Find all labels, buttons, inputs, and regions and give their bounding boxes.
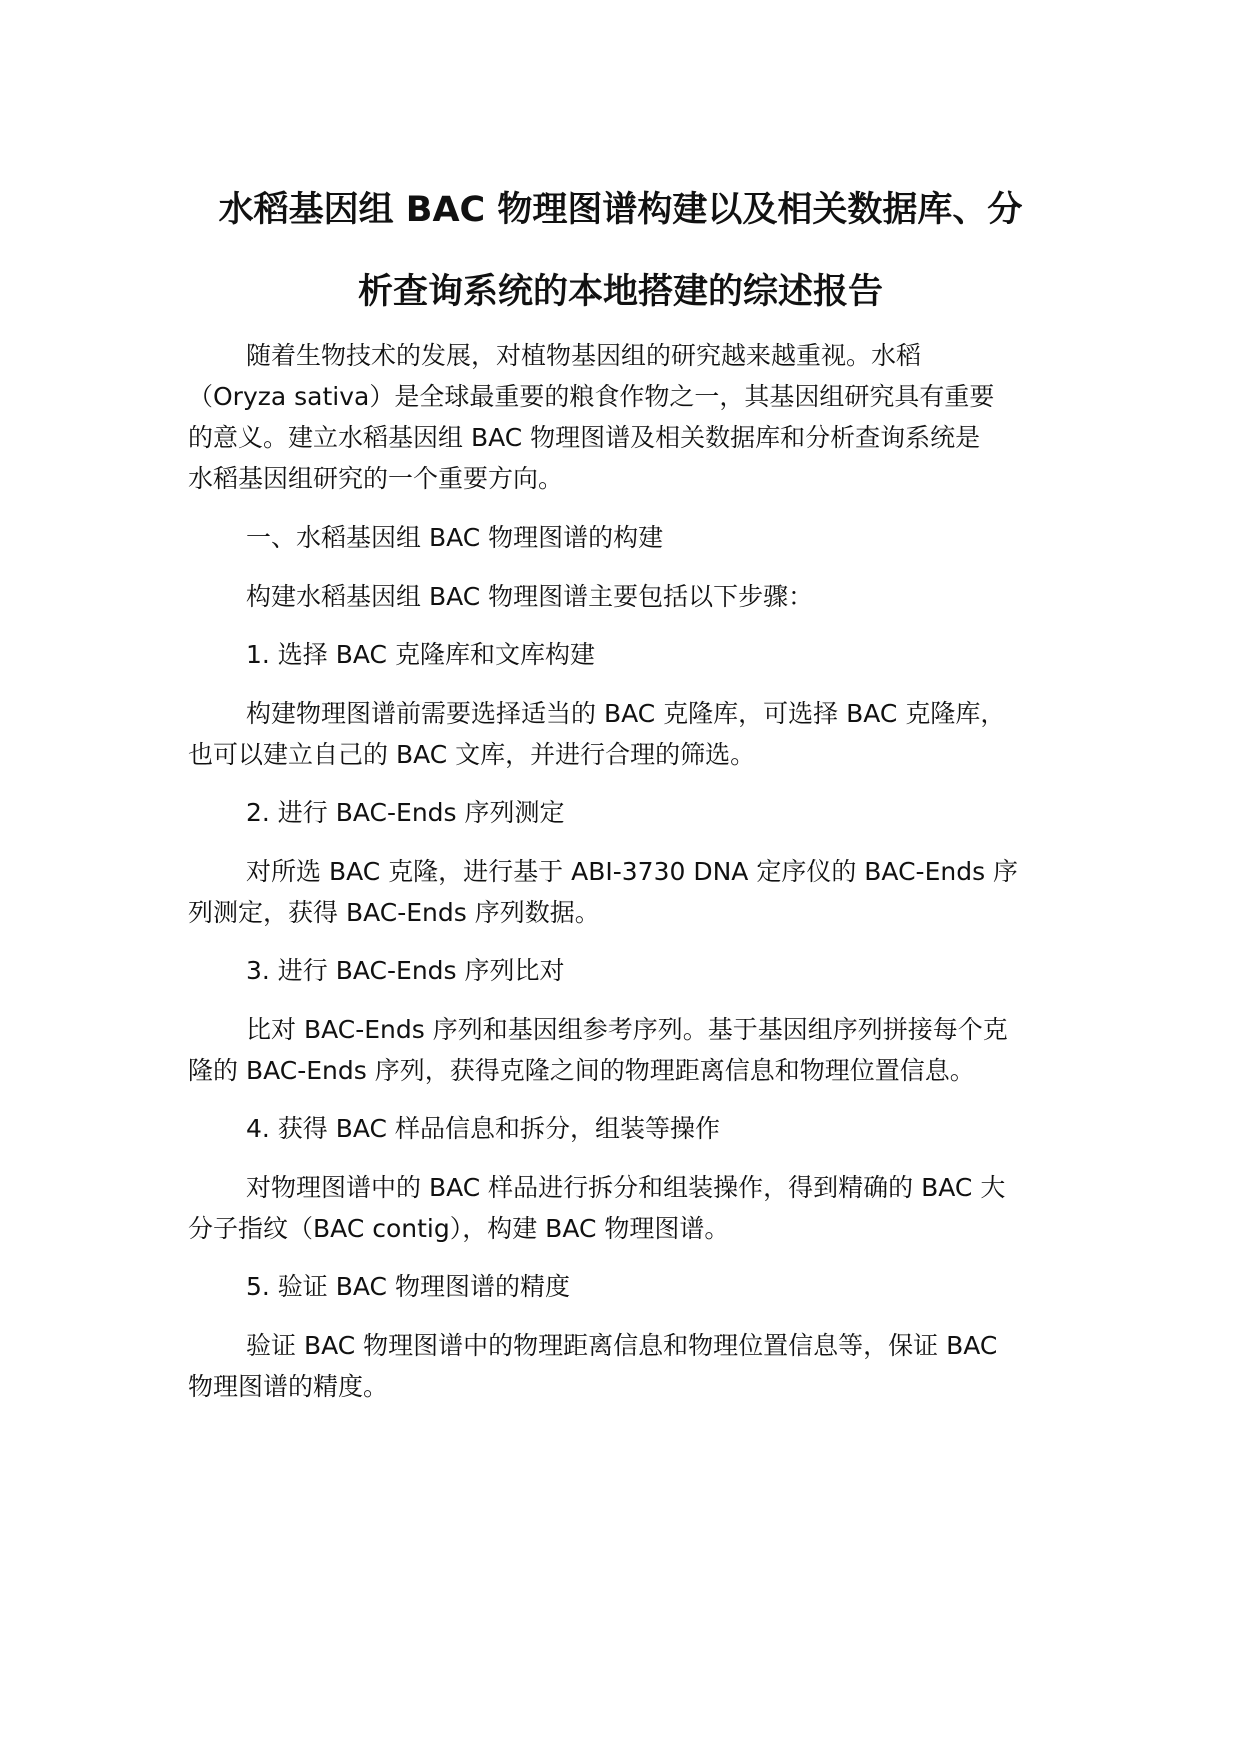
paragraph-intro-line-1: 随着生物技术的发展，对植物基因组的研究越来越重视。水稻	[246, 341, 922, 370]
document-title-line-2: 析查询系统的本地搭建的综述报告	[357, 272, 883, 312]
step-3-text-line-1: 比对 BAC-Ends 序列和基因组参考序列。基于基因组序列拼接每个克	[246, 1015, 1008, 1044]
step-5-heading: 5. 验证 BAC 物理图谱的精度	[246, 1272, 570, 1301]
steps-intro: 构建水稻基因组 BAC 物理图谱主要包括以下步骤：	[246, 582, 814, 611]
step-4-text-line-1: 对物理图谱中的 BAC 样品进行拆分和组装操作，得到精确的 BAC 大	[246, 1173, 1006, 1202]
step-3-heading: 3. 进行 BAC-Ends 序列比对	[246, 956, 565, 985]
section-heading: 一、水稻基因组 BAC 物理图谱的构建	[246, 523, 664, 552]
step-5-text-line-2: 物理图谱的精度。	[188, 1372, 389, 1401]
step-4-text-line-2: 分子指纹（BAC contig），构建 BAC 物理图谱。	[188, 1214, 730, 1243]
paragraph-intro-line-3: 的意义。建立水稻基因组 BAC 物理图谱及相关数据库和分析查询系统是	[188, 423, 981, 452]
step-3-text-line-2: 隆的 BAC-Ends 序列，获得克隆之间的物理距离信息和物理位置信息。	[188, 1056, 975, 1085]
step-1-heading: 1. 选择 BAC 克隆库和文库构建	[246, 640, 595, 669]
step-5-text-line-1: 验证 BAC 物理图谱中的物理距离信息和物理位置信息等，保证 BAC	[246, 1331, 998, 1360]
document-title-line-1: 水稻基因组 BAC 物理图谱构建以及相关数据库、分	[218, 190, 1023, 230]
step-2-text-line-2: 列测定，获得 BAC-Ends 序列数据。	[188, 898, 600, 927]
step-2-heading: 2. 进行 BAC-Ends 序列测定	[246, 798, 565, 827]
step-1-text-line-1: 构建物理图谱前需要选择适当的 BAC 克隆库，可选择 BAC 克隆库，	[246, 699, 1006, 728]
paragraph-intro-line-4: 水稻基因组研究的一个重要方向。	[188, 464, 564, 493]
step-4-heading: 4. 获得 BAC 样品信息和拆分，组装等操作	[246, 1114, 720, 1143]
step-2-text-line-1: 对所选 BAC 克隆，进行基于 ABI-3730 DNA 定序仪的 BAC-Ends 序	[246, 857, 1019, 886]
step-1-text-line-2: 也可以建立自己的 BAC 文库，并进行合理的筛选。	[188, 740, 756, 769]
paragraph-intro-line-2: （Oryza sativa）是全球最重要的粮食作物之一，其基因组研究具有重要	[188, 382, 995, 411]
